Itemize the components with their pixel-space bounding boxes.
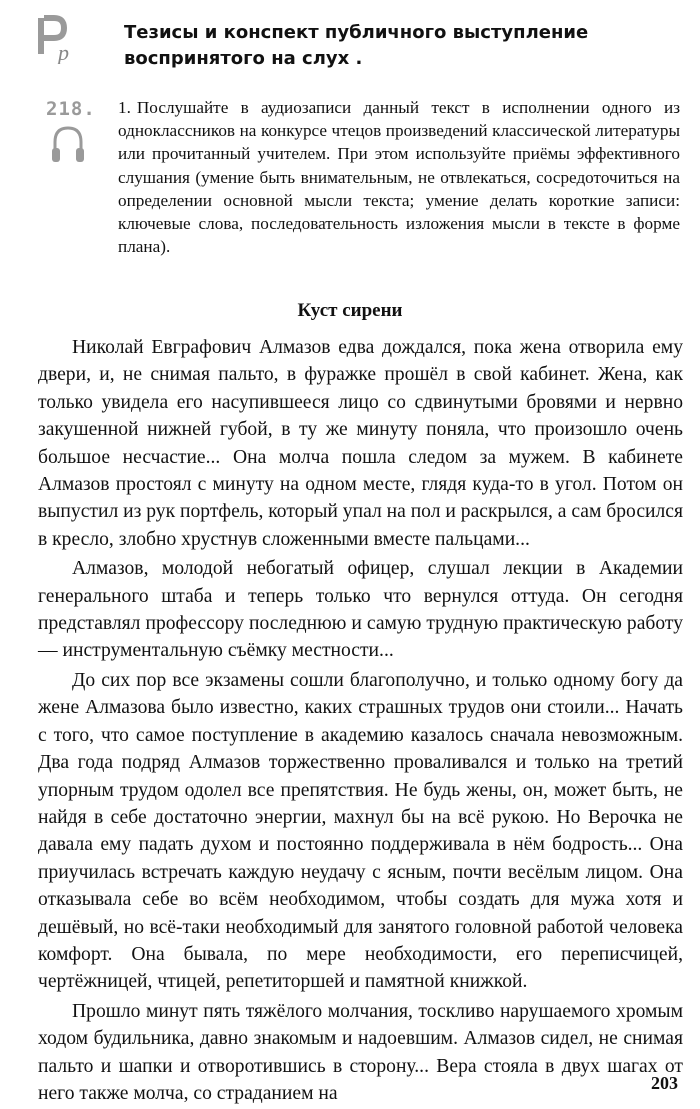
- section-title-line-1: Тезисы и конспект публичного выступление: [124, 22, 589, 43]
- exercise-item-number: 1.: [118, 98, 131, 117]
- story-paragraph: Прошло минут пять тяжёлого молчания, тоскливо нарушаемого хромым ходом будильника, давно знакомым и надоевшим. Алмазов сидел, не снимая пальто и шапки и отворотившись в сторону... Вера стояла в двух шагах от него также молча, со страданием на: [38, 1000, 683, 1104]
- exercise-task: [118, 96, 680, 258]
- story-text: [38, 334, 683, 1109]
- section-title-line-2: воспринятого на слух .: [124, 48, 363, 69]
- exercise-number: 218.: [46, 98, 96, 120]
- story-title: Куст сирени: [297, 300, 403, 321]
- page-number: 203: [651, 1073, 678, 1093]
- story-paragraph: Николай Евграфович Алмазов едва дождался, пока жена отворила ему двери, и, не снимая пальто, в фуражке прошёл в свой кабинет. Жена, как только увидела его насупившееся лицо со сдвинутыми бровями и нервно закушенной нижней губой, в ту же минуту поняла, что произошло очень большое несчастие... Она молча пошла следом за мужем. В кабинете Алмазов простоял с минуту на одном месте, глядя куда-то в угол. Потом он выпустил из рук портфель, который упал на пол и раскрылся, а сам бросился в кресло, злобно хрустнув сложенными вместе пальцами...: [38, 337, 683, 550]
- svg-text:p: p: [58, 40, 69, 64]
- textbook-section-logo-icon: [36, 14, 76, 64]
- story-paragraph: Алмазов, молодой небогатый офицер, слушал лекции в Академии генерального штаба и теперь только что вернулся оттуда. Он сегодня представлял профессору последнюю и самую трудную практическую работу — инструментальную съёмку местности...: [38, 558, 683, 662]
- exercise-task-text: Послушайте в аудиозаписи данный текст в исполнении одного из одноклассников на конкурсе чтецов произведений классической литературы или прочитанный учителем. При этом используйте приёмы эффективного слушания (умение быть внимательным, не отвлекаться, сосредоточиться на определении основной мысли текста; умение делать короткие записи: ключевые слова, последовательность изложения мысли в тексте в форме плана).: [118, 98, 680, 257]
- section-title: [124, 20, 664, 72]
- headphones-icon: [50, 122, 86, 168]
- story-paragraph: До сих пор все экзамены сошли благополучно, и только одному богу да жене Алмазова было известно, каких страшных трудов они стоили... Начать с того, что самое поступление в академию казалось сначала невозможным. Два года подряд Алмазов торжественно проваливался и только на третий упорным трудом одолел все препятствия. Не будь жены, он, может быть, не найдя в себе достаточно энергии, махнул бы на всё рукою. Но Верочка не давала ему падать духом и постоянно поддерживала в нём бодрость... Она приучилась встречать каждую неудачу с ясным, почти весёлым лицом. Она отказывала себе во всём необходимом, чтобы создать для мужа хотя и дешёвый, но всё-таки необходимый для занятого головной работой человека комфорт. Она бывала, по мере необходимости, его переписчицей, чертёжницей, чтицей, репетиторшей и памятной книжкой.: [38, 669, 683, 993]
